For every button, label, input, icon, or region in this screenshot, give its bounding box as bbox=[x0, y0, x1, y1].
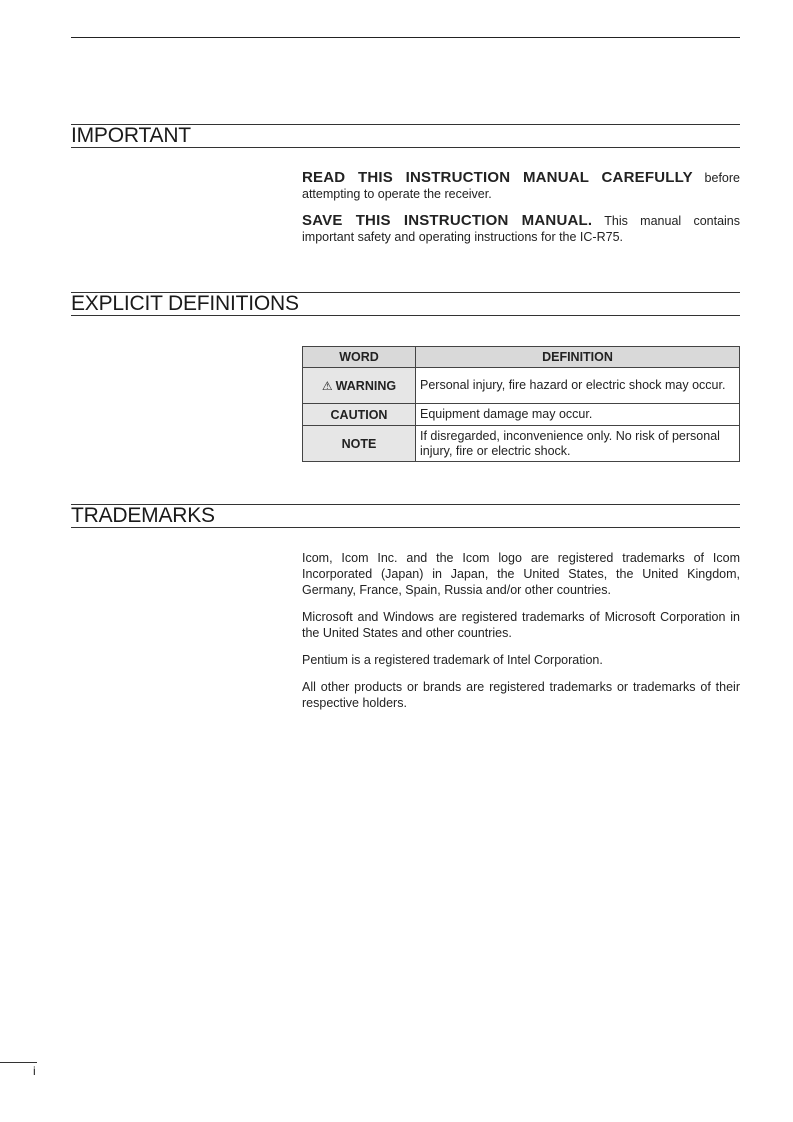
word-caution: CAUTION bbox=[303, 404, 416, 426]
word-cell-warning bbox=[303, 368, 416, 404]
definitions-table bbox=[302, 346, 740, 462]
read-manual-bold: READ THIS INSTRUCTION MANUAL CAREFULLY bbox=[302, 169, 693, 186]
save-manual-text: This manual contains important safety and operating instructions for the IC-R75. bbox=[302, 214, 740, 244]
page-number: i bbox=[33, 1064, 36, 1078]
table-header-row bbox=[303, 347, 740, 368]
important-heading: IMPORTANT bbox=[71, 125, 740, 148]
footer-rule bbox=[0, 1062, 37, 1063]
word-warning: WARNING bbox=[335, 378, 397, 393]
trademark-paragraph-other: All other products or brands are registered trademarks or trademarks of their respective holders. bbox=[302, 680, 740, 710]
important-content bbox=[302, 170, 740, 256]
trademark-paragraph-pentium: Pentium is a registered trademark of Intel Corporation. bbox=[302, 653, 603, 667]
trademark-paragraph-microsoft: Microsoft and Windows are registered trademarks of Microsoft Corporation in the United States and other countries. bbox=[302, 610, 740, 640]
warning-triangle-icon: ⚠ bbox=[321, 378, 333, 393]
important-section-header bbox=[71, 124, 740, 148]
trademarks-section-header bbox=[71, 504, 740, 528]
table-row bbox=[303, 426, 740, 462]
trademarks-content bbox=[302, 550, 740, 722]
table-row bbox=[303, 368, 740, 404]
column-header-definition: DEFINITION bbox=[416, 347, 740, 368]
word-note: NOTE bbox=[303, 426, 416, 462]
save-manual-paragraph bbox=[302, 213, 740, 245]
definitions-heading: EXPLICIT DEFINITIONS bbox=[71, 293, 740, 316]
table-row bbox=[303, 404, 740, 426]
read-manual-paragraph bbox=[302, 170, 740, 202]
save-manual-bold: SAVE THIS INSTRUCTION MANUAL. bbox=[302, 212, 593, 229]
definition-caution: Equipment damage may occur. bbox=[416, 404, 740, 426]
definition-warning: Personal injury, fire hazard or electric shock may occur. bbox=[416, 368, 740, 404]
trademarks-heading: TRADEMARKS bbox=[71, 505, 740, 528]
header-rule bbox=[71, 37, 740, 38]
definitions-section-header bbox=[71, 292, 740, 316]
column-header-word: WORD bbox=[303, 347, 416, 368]
trademark-paragraph-icom: Icom, Icom Inc. and the Icom logo are registered trademarks of Icom Incorporated (Japan) in Japan, the United States, the United Kingdom, Germany, France, Spain, Russia and/or other countries. bbox=[302, 551, 740, 597]
definition-note: If disregarded, inconvenience only. No risk of personal injury, fire or electric shock. bbox=[416, 426, 740, 462]
definitions-content bbox=[302, 346, 740, 462]
read-manual-text: before attempting to operate the receiver. bbox=[302, 171, 740, 201]
